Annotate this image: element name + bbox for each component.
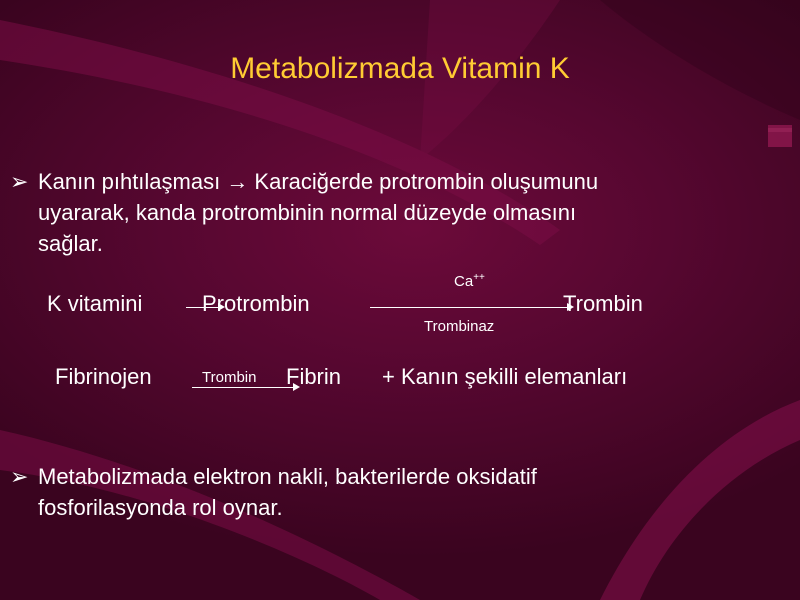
bullet-marker-1: ➢ (10, 169, 29, 194)
reaction1-enzyme: Trombinaz (424, 318, 495, 335)
bullet-1-line-1: Kanın pıhtılaşması → Karaciğerde protrombin oluşumunu (38, 169, 599, 194)
bullet-1-line-3: sağlar. (38, 231, 103, 256)
reaction2-addition: + Kanın şekilli elemanları (382, 364, 628, 389)
reaction1-reactant: K vitamini (47, 291, 143, 316)
cofactor-charge: ++ (473, 272, 485, 283)
reaction2-reactant: Fibrinojen (55, 364, 152, 389)
cofactor-label (454, 272, 485, 290)
slide-title: Metabolizmada Vitamin K (230, 52, 570, 85)
reaction1-product: Trombin (563, 291, 643, 316)
bullet-marker-2: ➢ (10, 464, 29, 489)
cofactor-base: Ca (454, 273, 474, 290)
reaction2-product: Fibrin (286, 364, 342, 389)
bullet-2-line-1: Metabolizmada elektron nakli, bakterilerde oksidatif (38, 464, 537, 489)
bullet-2-line-2: fosforilasyonda rol oynar. (38, 495, 283, 520)
bullet-1-line-2: uyararak, kanda protrombinin normal düzeyde olmasını (38, 200, 577, 225)
reaction1-intermediate: Protrombin (202, 291, 310, 316)
reaction2-arrow-line (192, 387, 296, 388)
reaction1-arrow-2-line (370, 307, 570, 308)
reaction2-enzyme: Trombin (202, 369, 257, 386)
